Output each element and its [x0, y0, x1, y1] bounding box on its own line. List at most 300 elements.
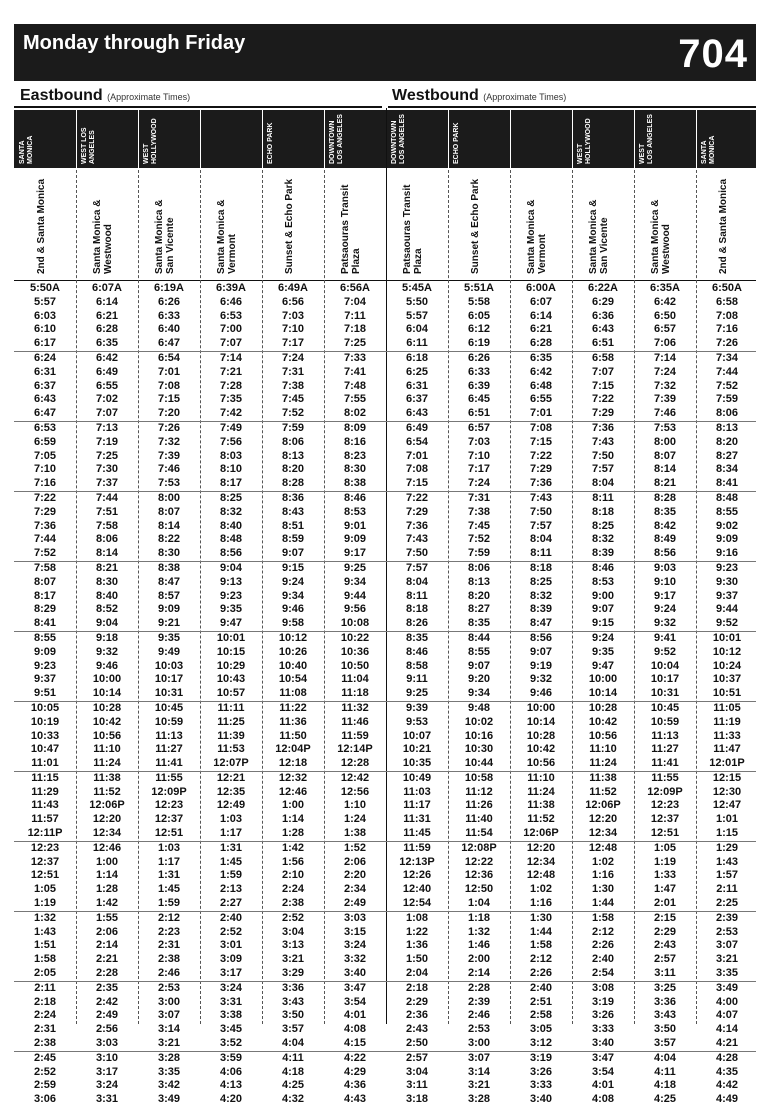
time-cell: 2:12 — [591, 925, 615, 938]
time-cell: 12:28 — [340, 757, 370, 770]
time-cell: 12:48 — [526, 869, 556, 882]
time-cell: 7:07 — [95, 407, 119, 420]
time-cell: 9:16 — [715, 547, 739, 560]
table-row — [14, 422, 756, 436]
time-cell: 7:22 — [405, 491, 429, 504]
time-cell: 7:57 — [529, 519, 553, 532]
time-cell: 2:26 — [591, 939, 615, 952]
time-cell: 2:06 — [343, 855, 367, 868]
time-cell: 2:54 — [591, 967, 615, 980]
time-cell: 9:24 — [281, 575, 305, 588]
time-cell: 11:43 — [31, 799, 59, 812]
time-cell: 4:32 — [281, 1093, 305, 1106]
table-row — [14, 939, 756, 953]
eastbound-subtitle: (Approximate Times) — [107, 92, 191, 102]
time-cell: 8:14 — [157, 519, 181, 532]
time-cell: 6:57 — [653, 323, 677, 336]
time-cell: 9:52 — [653, 645, 677, 658]
table-row — [14, 912, 756, 926]
time-cell: 4:18 — [281, 1065, 305, 1078]
table-row — [14, 799, 756, 813]
time-cell: 2:20 — [343, 869, 367, 882]
time-cell: 6:39 — [467, 379, 491, 392]
time-cell: 7:34 — [715, 351, 739, 364]
time-cell: 7:36 — [33, 519, 57, 532]
stop-name: Santa Monica & Vermont — [216, 199, 238, 274]
time-cell: 10:56 — [92, 729, 122, 742]
time-cell: 2:57 — [405, 1051, 429, 1064]
time-cell: 8:35 — [405, 631, 429, 644]
table-row — [14, 352, 756, 366]
time-cell: 6:49A — [278, 282, 308, 294]
time-cell: 6:11 — [406, 337, 428, 350]
table-row — [14, 407, 756, 422]
area-label-cell — [448, 110, 510, 168]
stop-header — [510, 170, 572, 280]
time-cell: 3:17 — [95, 1065, 119, 1078]
time-cell: 6:36 — [591, 309, 615, 322]
time-cell: 11:11 — [217, 701, 245, 714]
time-cell: 7:10 — [281, 323, 305, 336]
stop-header — [76, 170, 138, 280]
time-cell: 3:00 — [157, 995, 181, 1008]
time-cell: 8:35 — [467, 617, 491, 630]
time-cell: 11:24 — [589, 757, 617, 770]
time-cell: 7:52 — [281, 407, 305, 420]
time-cell: 6:17 — [33, 337, 57, 350]
time-cell: 9:13 — [219, 575, 243, 588]
time-cell: 7:36 — [405, 519, 429, 532]
time-cell: 9:01 — [343, 519, 367, 532]
time-cell: 3:26 — [529, 1065, 553, 1078]
table-row — [14, 827, 756, 842]
time-cell: 11:41 — [155, 757, 183, 770]
time-cell: 1:05 — [33, 883, 57, 896]
time-cell: 12:50 — [464, 883, 494, 896]
time-cell: 8:28 — [281, 477, 305, 490]
time-cell: 12:56 — [340, 785, 370, 798]
time-cell: 3:36 — [653, 995, 677, 1008]
table-row — [14, 967, 756, 982]
time-cell: 10:28 — [526, 729, 556, 742]
time-cell: 7:32 — [157, 435, 181, 448]
time-cell: 9:35 — [157, 631, 181, 644]
westbound-heading — [392, 87, 566, 105]
time-cell: 8:55 — [33, 631, 57, 644]
time-cell: 2:06 — [95, 925, 119, 938]
time-cell: 2:39 — [715, 911, 739, 924]
time-cell: 9:24 — [653, 603, 677, 616]
time-cell: 7:21 — [219, 365, 243, 378]
time-cell: 1:44 — [591, 897, 615, 910]
time-cell: 6:07 — [529, 295, 553, 308]
time-cell: 1:00 — [95, 855, 119, 868]
time-cell: 1:16 — [591, 869, 615, 882]
time-cell: 10:49 — [402, 771, 432, 784]
time-cell: 7:14 — [653, 351, 677, 364]
table-row — [14, 1079, 756, 1093]
time-cell: 4:08 — [343, 1023, 367, 1036]
stop-name: Santa Monica & Westwood — [650, 199, 672, 274]
time-cell: 3:40 — [591, 1037, 615, 1050]
route-number: 704 — [678, 32, 748, 76]
time-cell: 11:47 — [713, 743, 741, 756]
time-cell: 6:49 — [95, 365, 119, 378]
time-cell: 3:24 — [95, 1079, 119, 1092]
time-cell: 12:48 — [588, 841, 618, 854]
time-cell: 6:35 — [95, 337, 119, 350]
time-cell: 2:15 — [653, 911, 677, 924]
time-cell: 4:25 — [281, 1079, 305, 1092]
table-row — [14, 1037, 756, 1052]
time-cell: 10:12 — [278, 631, 308, 644]
time-cell: 9:07 — [591, 603, 615, 616]
time-cell: 10:01 — [712, 631, 742, 644]
time-cell: 11:01 — [31, 757, 59, 770]
table-row — [14, 617, 756, 632]
stop-header — [448, 170, 510, 280]
time-cell: 9:58 — [281, 617, 305, 630]
time-cell: 8:21 — [95, 561, 119, 574]
time-cell: 2:50 — [405, 1037, 429, 1050]
time-cell: 2:28 — [467, 981, 491, 994]
time-cell: 3:36 — [281, 981, 305, 994]
time-cell: 8:04 — [591, 477, 615, 490]
time-cell: 10:28 — [588, 701, 618, 714]
time-cell: 3:13 — [281, 939, 305, 952]
eastbound-heading — [20, 87, 190, 105]
time-cell: 8:25 — [591, 519, 615, 532]
time-cell: 6:46 — [219, 295, 243, 308]
table-row — [14, 463, 756, 477]
time-cell: 9:48 — [467, 701, 491, 714]
time-cell: 3:40 — [529, 1093, 553, 1106]
time-cell: 12:13P — [399, 855, 435, 868]
time-cell: 6:31 — [405, 379, 429, 392]
time-cell: 9:47 — [219, 617, 243, 630]
time-cell: 2:52 — [281, 911, 305, 924]
time-cell: 3:04 — [405, 1065, 429, 1078]
time-cell: 1:30 — [591, 883, 615, 896]
band-divider — [448, 110, 449, 168]
table-row — [14, 926, 756, 940]
time-cell: 8:49 — [653, 533, 677, 546]
area-label-cell — [138, 110, 200, 168]
timetable-body — [14, 282, 756, 1107]
table-row — [14, 897, 756, 912]
time-cell: 10:24 — [712, 659, 742, 672]
time-cell: 11:50 — [279, 729, 307, 742]
time-cell: 8:55 — [715, 505, 739, 518]
time-cell: 10:17 — [650, 673, 680, 686]
time-cell: 11:29 — [31, 785, 59, 798]
time-cell: 7:41 — [343, 365, 367, 378]
time-cell: 3:49 — [157, 1093, 181, 1106]
time-cell: 10:28 — [92, 701, 122, 714]
time-cell: 3:50 — [281, 1009, 305, 1022]
time-cell: 8:14 — [653, 463, 677, 476]
table-row — [14, 1023, 756, 1037]
time-cell: 11:12 — [465, 785, 493, 798]
stop-header — [14, 170, 76, 280]
time-cell: 4:43 — [343, 1093, 367, 1106]
time-cell: 12:23 — [154, 799, 184, 812]
time-cell: 1:58 — [591, 911, 615, 924]
time-cell: 6:43 — [405, 407, 429, 420]
time-cell: 9:32 — [95, 645, 119, 658]
time-cell: 7:38 — [467, 505, 491, 518]
time-cell: 2:00 — [467, 953, 491, 966]
time-cell: 3:28 — [467, 1093, 491, 1106]
time-cell: 3:28 — [157, 1051, 181, 1064]
area-label: WEST LOS ANGELES — [639, 114, 654, 164]
time-cell: 6:57 — [467, 421, 491, 434]
time-cell: 9:04 — [95, 617, 119, 630]
time-cell: 7:44 — [33, 533, 57, 546]
time-cell: 12:51 — [30, 869, 60, 882]
time-cell: 8:23 — [343, 449, 367, 462]
time-cell: 10:57 — [216, 687, 246, 700]
stop-name: Patsaouras Transit Plaza — [402, 184, 424, 274]
time-cell: 1:30 — [529, 911, 553, 924]
time-cell: 2:38 — [157, 953, 181, 966]
area-label-cell — [386, 110, 448, 168]
westbound-subtitle: (Approximate Times) — [483, 92, 567, 102]
time-cell: 4:35 — [715, 1065, 739, 1078]
table-row — [14, 562, 756, 576]
time-cell: 7:55 — [343, 393, 367, 406]
table-row — [14, 477, 756, 492]
time-cell: 3:10 — [95, 1051, 119, 1064]
time-cell: 8:40 — [219, 519, 243, 532]
time-cell: 10:14 — [92, 687, 122, 700]
time-cell: 11:10 — [589, 743, 617, 756]
table-row — [14, 702, 756, 716]
time-cell: 8:20 — [715, 435, 739, 448]
time-cell: 6:39A — [216, 282, 246, 294]
time-cell: 8:13 — [715, 421, 739, 434]
area-band — [14, 110, 756, 168]
time-cell: 7:22 — [33, 491, 57, 504]
time-cell: 12:37 — [30, 855, 60, 868]
time-cell: 7:58 — [33, 561, 57, 574]
time-cell: 6:19A — [154, 282, 184, 294]
time-cell: 3:57 — [281, 1023, 305, 1036]
time-cell: 3:24 — [343, 939, 367, 952]
time-cell: 6:21 — [529, 323, 553, 336]
time-cell: 12:40 — [402, 883, 432, 896]
time-cell: 1:57 — [715, 869, 739, 882]
band-divider — [76, 110, 77, 168]
time-cell: 1:31 — [157, 869, 181, 882]
time-cell: 10:45 — [154, 701, 184, 714]
time-cell: 7:24 — [653, 365, 677, 378]
time-cell: 11:03 — [403, 785, 431, 798]
time-cell: 12:34 — [588, 827, 618, 840]
time-cell: 7:36 — [591, 421, 615, 434]
time-cell: 10:15 — [216, 645, 246, 658]
time-cell: 11:52 — [589, 785, 617, 798]
time-cell: 8:20 — [467, 589, 491, 602]
time-cell: 3:29 — [281, 967, 305, 980]
table-row — [14, 547, 756, 562]
stop-header — [200, 170, 262, 280]
time-cell: 10:59 — [154, 715, 184, 728]
time-cell: 4:14 — [715, 1023, 739, 1036]
time-cell: 1:01 — [715, 813, 739, 826]
time-cell: 7:59 — [467, 547, 491, 560]
time-cell: 9:24 — [591, 631, 615, 644]
time-cell: 7:07 — [591, 365, 615, 378]
table-row — [14, 673, 756, 687]
time-cell: 9:18 — [95, 631, 119, 644]
time-cell: 7:50 — [405, 547, 429, 560]
time-cell: 10:14 — [588, 687, 618, 700]
time-cell: 1:46 — [467, 939, 491, 952]
time-cell: 3:08 — [591, 981, 615, 994]
time-cell: 3:19 — [591, 995, 615, 1008]
time-cell: 7:15 — [591, 379, 615, 392]
time-cell: 6:10 — [33, 323, 57, 336]
band-divider — [262, 110, 263, 168]
time-cell: 10:16 — [464, 729, 494, 742]
time-cell: 8:27 — [467, 603, 491, 616]
time-cell: 1:16 — [529, 897, 553, 910]
time-cell: 6:37 — [33, 379, 57, 392]
time-cell: 11:31 — [403, 813, 431, 826]
time-cell: 7:58 — [95, 519, 119, 532]
time-cell: 10:17 — [154, 673, 184, 686]
time-cell: 10:00 — [588, 673, 618, 686]
time-cell: 11:59 — [341, 729, 369, 742]
time-cell: 7:43 — [529, 491, 553, 504]
time-cell: 7:53 — [653, 421, 677, 434]
time-cell: 6:12 — [467, 323, 491, 336]
time-cell: 7:49 — [219, 421, 243, 434]
time-cell: 9:51 — [33, 687, 57, 700]
time-cell: 4:08 — [591, 1093, 615, 1106]
time-cell: 4:13 — [219, 1079, 243, 1092]
time-cell: 12:34 — [526, 855, 556, 868]
time-cell: 8:48 — [715, 491, 739, 504]
time-cell: 6:40 — [157, 323, 181, 336]
table-top-rule — [14, 280, 756, 281]
time-cell: 10:14 — [526, 715, 556, 728]
time-cell: 8:26 — [405, 617, 429, 630]
time-cell: 8:18 — [405, 603, 429, 616]
time-cell: 2:39 — [467, 995, 491, 1008]
time-cell: 9:37 — [33, 673, 57, 686]
time-cell: 12:09P — [647, 785, 683, 798]
time-cell: 9:41 — [653, 631, 677, 644]
time-cell: 3:00 — [467, 1037, 491, 1050]
time-cell: 8:43 — [281, 505, 305, 518]
time-cell: 1:38 — [343, 827, 367, 840]
time-cell: 8:47 — [157, 575, 181, 588]
time-cell: 8:56 — [219, 547, 243, 560]
table-row — [14, 492, 756, 506]
table-row — [14, 842, 756, 856]
eastbound-title: Eastbound — [20, 87, 103, 104]
table-row — [14, 296, 756, 310]
area-label: DOWNTOWN LOS ANGELES — [329, 114, 344, 164]
time-cell: 1:42 — [281, 841, 305, 854]
stop-header — [572, 170, 634, 280]
time-cell: 1:59 — [219, 869, 243, 882]
time-cell: 12:32 — [278, 771, 308, 784]
time-cell: 2:42 — [95, 995, 119, 1008]
time-cell: 3:24 — [219, 981, 243, 994]
time-cell: 4:20 — [219, 1093, 243, 1106]
time-cell: 6:42 — [95, 351, 119, 364]
area-label-cell — [200, 110, 262, 168]
time-cell: 1:47 — [653, 883, 677, 896]
stop-name: Santa Monica & Vermont — [526, 199, 548, 274]
time-cell: 9:35 — [219, 603, 243, 616]
time-cell: 4:11 — [282, 1051, 304, 1064]
band-divider — [696, 110, 697, 168]
time-cell: 10:40 — [278, 659, 308, 672]
area-label: ECHO PARK — [453, 122, 460, 164]
time-cell: 7:17 — [467, 463, 491, 476]
time-cell: 4:29 — [343, 1065, 367, 1078]
time-cell: 8:41 — [715, 477, 739, 490]
time-cell: 6:26 — [157, 295, 181, 308]
time-cell: 11:04 — [341, 673, 369, 686]
time-cell: 12:21 — [216, 771, 246, 784]
time-cell: 7:38 — [281, 379, 305, 392]
time-cell: 12:08P — [461, 841, 497, 854]
time-cell: 6:42 — [529, 365, 553, 378]
time-cell: 3:25 — [653, 981, 677, 994]
time-cell: 11:13 — [651, 729, 679, 742]
time-cell: 8:11 — [406, 589, 428, 602]
time-cell: 3:19 — [529, 1051, 553, 1064]
table-row — [14, 757, 756, 772]
time-cell: 8:00 — [653, 435, 677, 448]
time-cell: 7:18 — [343, 323, 367, 336]
time-cell: 10:42 — [588, 715, 618, 728]
time-cell: 5:51A — [464, 282, 494, 294]
time-cell: 9:21 — [157, 617, 181, 630]
time-cell: 11:55 — [651, 771, 679, 784]
area-label-cell — [510, 110, 572, 168]
westbound-rule — [388, 106, 756, 108]
time-cell: 11:55 — [155, 771, 183, 784]
time-cell: 3:21 — [467, 1079, 491, 1092]
time-cell: 2:18 — [405, 981, 429, 994]
time-cell: 8:11 — [592, 491, 614, 504]
time-cell: 2:52 — [33, 1065, 57, 1078]
time-cell: 3:50 — [653, 1023, 677, 1036]
time-cell: 8:20 — [281, 463, 305, 476]
time-cell: 11:38 — [527, 799, 555, 812]
area-label: SANTA MONICA — [701, 135, 716, 164]
time-cell: 7:10 — [467, 449, 491, 462]
time-cell: 9:49 — [157, 645, 181, 658]
time-cell: 2:12 — [157, 911, 181, 924]
time-cell: 7:15 — [405, 477, 429, 490]
time-cell: 6:07A — [92, 282, 122, 294]
table-row — [14, 1052, 756, 1066]
time-cell: 7:25 — [343, 337, 367, 350]
time-cell: 9:23 — [219, 589, 243, 602]
time-cell: 9:34 — [467, 687, 491, 700]
time-cell: 12:51 — [650, 827, 680, 840]
time-cell: 6:51 — [467, 407, 491, 420]
time-cell: 4:01 — [343, 1009, 367, 1022]
area-label: SANTA MONICA — [19, 135, 34, 164]
